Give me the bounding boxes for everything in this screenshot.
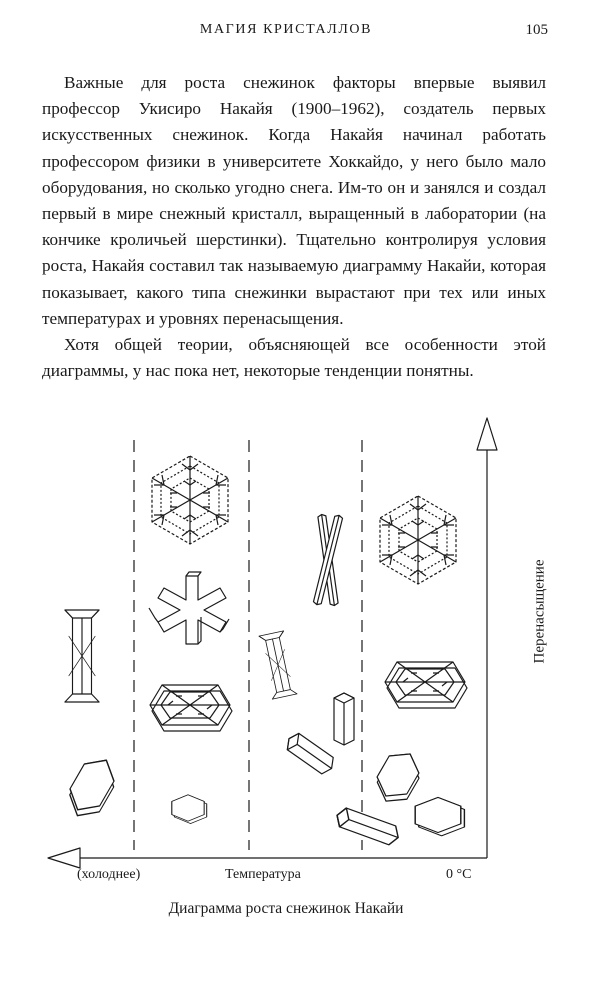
hexagonal-plate-icon (60, 745, 464, 835)
needle-icon (313, 514, 343, 606)
sectored-plate-icon (150, 662, 467, 731)
stellar-plate-icon (149, 572, 229, 644)
temperature-boundaries (134, 440, 362, 850)
x-axis-label: Температура (225, 867, 301, 882)
nakaya-diagram (40, 410, 560, 890)
dendrite-icon (152, 456, 456, 584)
page-header (0, 18, 596, 42)
diagram-drawing (40, 410, 560, 890)
running-title: МАГИЯ КРИСТАЛЛОВ (199, 22, 373, 37)
y-axis-label: Перенасыщение (531, 559, 548, 664)
body-text (42, 70, 546, 384)
paragraph-2: Хотя общей теории, объясняющей все особенности этой диаграммы, у нас пока нет, некоторые тенденции понятны. (42, 335, 546, 381)
x-axis-zero-label: 0 °С (446, 867, 472, 882)
page-number: 105 (525, 22, 548, 38)
figure-caption: Диаграмма роста снежинок Накайи (168, 900, 404, 917)
x-axis-cold-label: (холоднее) (77, 867, 141, 882)
paragraph-1: Важные для роста снежинок факторы впервые выявил профессор Укисиро Накайя (1900–1962), создатель первых искусственных снежинок. Когда Накайя начинал работать профессором физики в университете Хоккайдо, у него было мало оборудования, но сколько угодно снега. Им-то он и занялся и создал первый в мире снежный кристалл, выращенный в лаборатории (на кончике кроличьей шерстинки). Тщательно контролируя условия роста, Накайя составил так называемую диаграмму Накайи, которая показывает, какого типа снежинки вырастают при тех или иных температурах и уровнях перенасыщения. (42, 73, 546, 328)
